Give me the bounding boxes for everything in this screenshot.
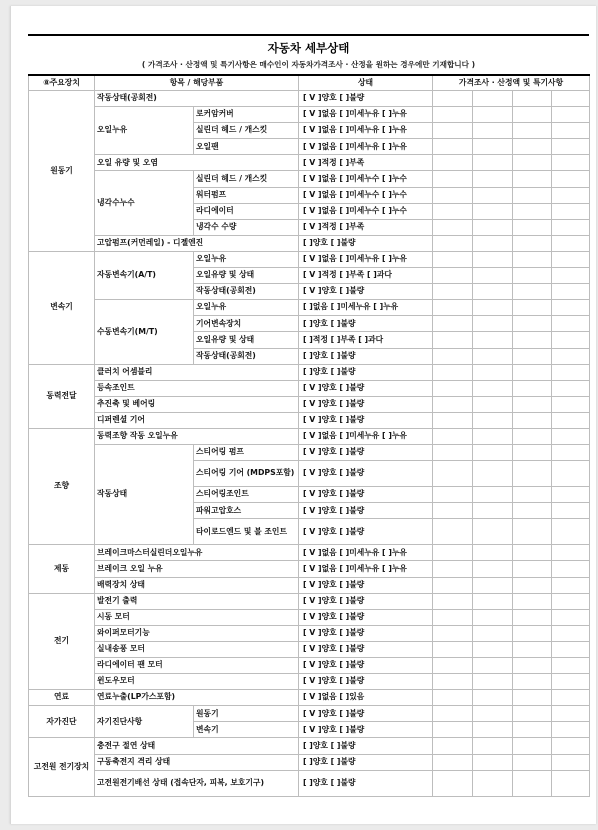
status-value: [ V ]없음 [ ]미세누유 [ ]누유 <box>299 561 433 577</box>
header-notes: 가격조사 · 산정액 및 특기사항 <box>433 75 590 91</box>
item-label: 자기진단사항 <box>95 706 194 738</box>
status-value: [ V ]양호 [ ]불량 <box>299 284 433 300</box>
inspection-form <box>28 34 589 797</box>
table-row <box>29 235 590 251</box>
status-value: [ V ]양호 [ ]불량 <box>299 380 433 396</box>
sub-item-label: 스티어링 펌프 <box>194 445 299 461</box>
table-row <box>29 171 590 187</box>
sub-item-label: 오일누유 <box>194 300 299 316</box>
category-self-diagnosis: 자가진단 <box>29 706 95 738</box>
table-row <box>29 641 590 657</box>
category-high-voltage: 고전원 전기장치 <box>29 738 95 796</box>
status-value: [ V ]양호 [ ]불량 <box>299 445 433 461</box>
category-steering: 조향 <box>29 428 95 544</box>
table-row <box>29 412 590 428</box>
status-value: [ V ]양호 [ ]불량 <box>299 674 433 690</box>
status-value: [ V ]없음 [ ]미세누유 [ ]누유 <box>299 107 433 123</box>
table-row <box>29 91 590 107</box>
status-value: [ V ]양호 [ ]불량 <box>299 722 433 738</box>
table-row <box>29 738 590 754</box>
category-electric: 전기 <box>29 593 95 690</box>
sub-item-label: 파워고압호스 <box>194 503 299 519</box>
sub-item-label: 스티어링 기어 (MDPS포함) <box>194 461 299 487</box>
status-value: [ V ]양호 [ ]불량 <box>299 503 433 519</box>
status-value: [ ]양호 [ ]불량 <box>299 235 433 251</box>
table-row <box>29 754 590 770</box>
table-row <box>29 770 590 796</box>
status-value: [ ]양호 [ ]불량 <box>299 348 433 364</box>
category-brake: 제동 <box>29 545 95 593</box>
item-label: 오일 유량 및 오염 <box>95 155 299 171</box>
item-label: 고압펌프(커먼레일) - 디젤엔진 <box>95 235 299 251</box>
category-engine: 원동기 <box>29 91 95 252</box>
status-value: [ V ]없음 [ ]미세누수 [ ]누수 <box>299 187 433 203</box>
table-row <box>29 445 590 461</box>
item-label: 브레이크 오일 누유 <box>95 561 299 577</box>
status-value: [ ]양호 [ ]불량 <box>299 770 433 796</box>
status-value: [ V ]양호 [ ]불량 <box>299 658 433 674</box>
table-row <box>29 300 590 316</box>
status-value: [ V ]없음 [ ]있음 <box>299 690 433 706</box>
table-row <box>29 625 590 641</box>
table-row <box>29 690 590 706</box>
status-value: [ V ]없음 [ ]미세누유 [ ]누유 <box>299 545 433 561</box>
item-label: 연료누출(LP가스포함) <box>95 690 299 706</box>
item-label: 클러치 어셈블리 <box>95 364 299 380</box>
table-row <box>29 561 590 577</box>
sub-item-label: 오일누유 <box>194 251 299 267</box>
status-value: [ V ]양호 [ ]불량 <box>299 641 433 657</box>
item-label: 라디에이터 팬 모터 <box>95 658 299 674</box>
status-value: [ ]적정 [ ]부족 [ ]과다 <box>299 332 433 348</box>
table-row <box>29 364 590 380</box>
page-title: 자동차 세부상태 <box>28 34 589 58</box>
category-transmission: 변속기 <box>29 251 95 364</box>
detail-status-table <box>28 74 590 797</box>
item-label: 충전구 절연 상태 <box>95 738 299 754</box>
status-value: [ ]양호 [ ]불량 <box>299 738 433 754</box>
item-label: 자동변속기(A/T) <box>95 251 194 299</box>
sub-item-label: 작동상태(공회전) <box>194 284 299 300</box>
item-label: 동력조향 작동 오일누유 <box>95 428 299 444</box>
status-value: [ V ]양호 [ ]불량 <box>299 625 433 641</box>
sub-item-label: 작동상태(공회전) <box>194 348 299 364</box>
status-value: [ V ]적정 [ ]부족 <box>299 219 433 235</box>
table-row <box>29 428 590 444</box>
sub-item-label: 라디에이터 <box>194 203 299 219</box>
sub-item-label: 원동기 <box>194 706 299 722</box>
table-row <box>29 107 590 123</box>
status-value: [ V ]없음 [ ]미세누유 [ ]누유 <box>299 123 433 139</box>
status-value: [ V ]양호 [ ]불량 <box>299 577 433 593</box>
item-label: 고전원전기배선 상태 (접속단자, 피복, 보호기구) <box>95 770 299 796</box>
item-label: 수동변속기(M/T) <box>95 300 194 364</box>
category-power-train: 동력전달 <box>29 364 95 428</box>
item-label: 시동 모터 <box>95 609 299 625</box>
status-value: [ V ]없음 [ ]미세누수 [ ]누수 <box>299 203 433 219</box>
table-row <box>29 251 590 267</box>
sub-item-label: 냉각수 수량 <box>194 219 299 235</box>
table-header-row <box>29 75 590 91</box>
status-value: [ ]양호 [ ]불량 <box>299 754 433 770</box>
item-label: 배력장치 상태 <box>95 577 299 593</box>
sub-item-label: 타이로드엔드 및 볼 조인트 <box>194 519 299 545</box>
status-value: [ ]없음 [ ]미세누유 [ ]누유 <box>299 300 433 316</box>
status-value: [ V ]적정 [ ]부족 <box>299 155 433 171</box>
sub-item-label: 실린더 헤드 / 개스킷 <box>194 123 299 139</box>
status-value: [ V ]없음 [ ]미세누유 [ ]누유 <box>299 139 433 155</box>
status-value: [ V ]양호 [ ]불량 <box>299 593 433 609</box>
sub-item-label: 변속기 <box>194 722 299 738</box>
status-value: [ V ]없음 [ ]미세누유 [ ]누유 <box>299 428 433 444</box>
table-row <box>29 674 590 690</box>
item-label: 디퍼렌셜 기어 <box>95 412 299 428</box>
header-item: 항목 / 해당부품 <box>95 75 299 91</box>
header-device: ⑧주요장치 <box>29 75 95 91</box>
item-label: 작동상태 <box>95 445 194 545</box>
status-value: [ V ]없음 [ ]미세누유 [ ]누유 <box>299 251 433 267</box>
status-value: [ V ]없음 [ ]미세누수 [ ]누수 <box>299 171 433 187</box>
sub-item-label: 실린더 헤드 / 개스킷 <box>194 171 299 187</box>
status-value: [ ]양호 [ ]불량 <box>299 364 433 380</box>
table-row <box>29 593 590 609</box>
item-label: 냉각수누수 <box>95 171 194 235</box>
status-value: [ V ]양호 [ ]불량 <box>299 396 433 412</box>
item-label: 와이퍼모터기능 <box>95 625 299 641</box>
item-label: 브레이크마스터실린더오일누유 <box>95 545 299 561</box>
header-status: 상태 <box>299 75 433 91</box>
page-subtitle: ( 가격조사 · 산정액 및 특기사항은 매수인이 자동차가격조사 · 산정을 원하는 경우에만 기재합니다 ) <box>141 60 476 69</box>
status-value: [ V ]양호 [ ]불량 <box>299 487 433 503</box>
table-row <box>29 609 590 625</box>
item-label: 발전기 출력 <box>95 593 299 609</box>
status-value: [ V ]양호 [ ]불량 <box>299 412 433 428</box>
sub-item-label: 오일유량 및 상태 <box>194 332 299 348</box>
table-row <box>29 380 590 396</box>
table-row <box>29 577 590 593</box>
sub-item-label: 기어변속장치 <box>194 316 299 332</box>
item-label: 구동축전지 격리 상태 <box>95 754 299 770</box>
table-row <box>29 658 590 674</box>
table-row <box>29 396 590 412</box>
document-page <box>10 6 596 824</box>
item-label: 등속조인트 <box>95 380 299 396</box>
status-value: [ V ]양호 [ ]불량 <box>299 519 433 545</box>
status-value: [ V ]양호 [ ]불량 <box>299 609 433 625</box>
table-row <box>29 155 590 171</box>
sub-item-label: 오일팬 <box>194 139 299 155</box>
status-value: [ ]양호 [ ]불량 <box>299 316 433 332</box>
item-label: 추진축 및 베어링 <box>95 396 299 412</box>
status-value: [ V ]양호 [ ]불량 <box>299 91 433 107</box>
status-value: [ V ]양호 [ ]불량 <box>299 706 433 722</box>
table-row <box>29 545 590 561</box>
sub-item-label: 오일유량 및 상태 <box>194 268 299 284</box>
status-value: [ V ]적정 [ ]부족 [ ]과다 <box>299 268 433 284</box>
category-fuel: 연료 <box>29 690 95 706</box>
sub-item-label: 로커암커버 <box>194 107 299 123</box>
table-row <box>29 706 590 722</box>
sub-item-label: 스티어링조인트 <box>194 487 299 503</box>
item-label: 작동상태(공회전) <box>95 91 299 107</box>
item-label: 실내송풍 모터 <box>95 641 299 657</box>
item-label: 오일누유 <box>95 107 194 155</box>
item-label: 윈도우모터 <box>95 674 299 690</box>
sub-item-label: 워터펌프 <box>194 187 299 203</box>
status-value: [ V ]양호 [ ]불량 <box>299 461 433 487</box>
